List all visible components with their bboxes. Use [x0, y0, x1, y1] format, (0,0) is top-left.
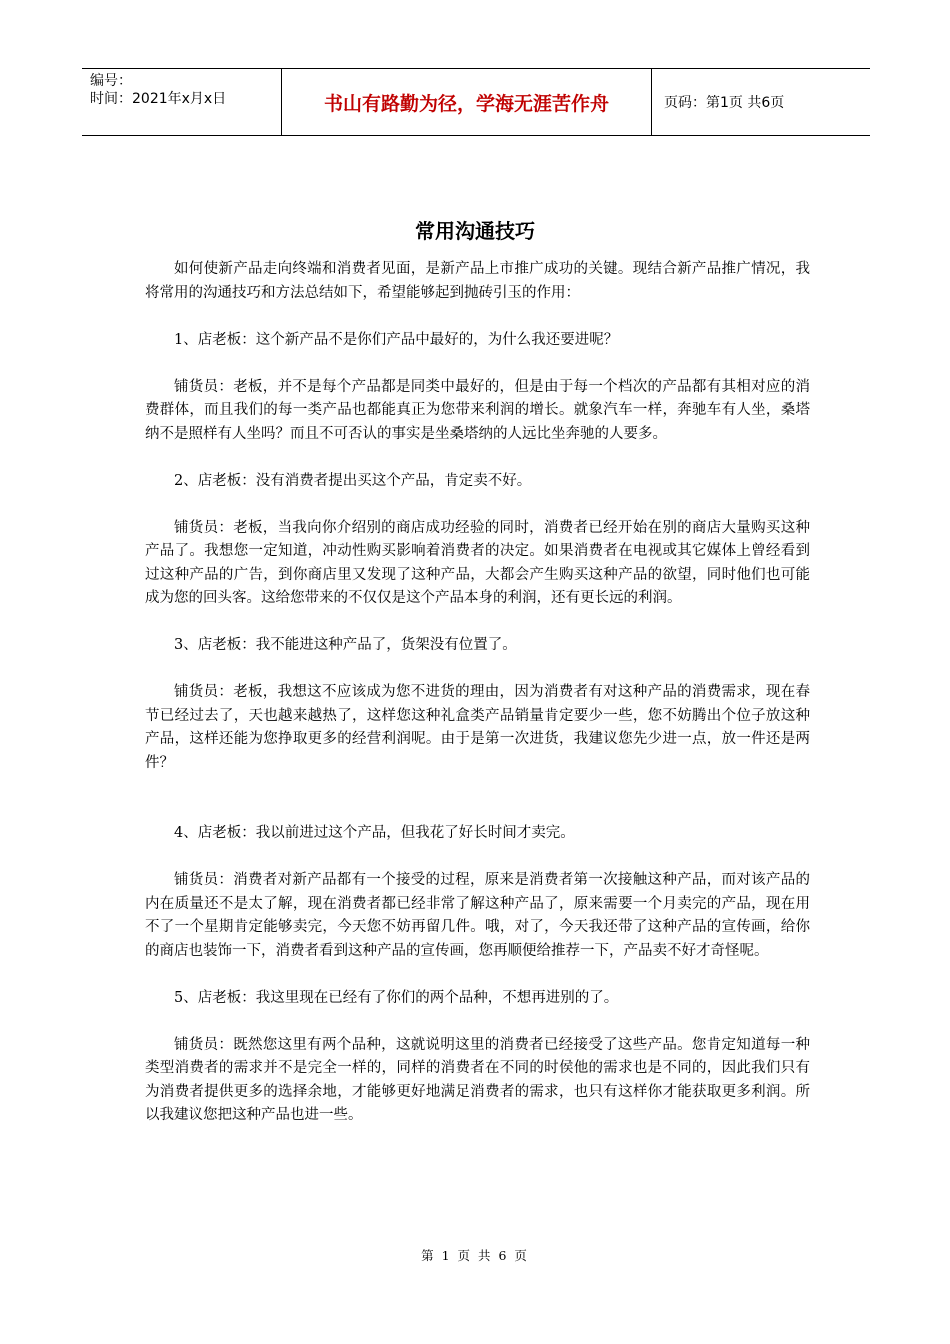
answer-1: 铺货员：老板，并不是每个产品都是同类中最好的，但是由于每一个档次的产品都有其相对应的消费群体，而且我们的每一类产品也都能真正为您带来利润的增长。就象汽车一样，奔驰车有人坐，桑塔纳不是照样有人坐吗？而且不可否认的事实是坐桑塔纳的人远比坐奔驰的人要多。: [145, 378, 810, 442]
question-5: 5、店老板：我这里现在已经有了你们的两个品种，不想再进别的了。: [174, 989, 619, 1006]
question-4: 4、店老板：我以前进过这个产品，但我花了好长时间才卖完。: [174, 825, 575, 841]
intro-paragraph: 如何使新产品走向终端和消费者见面，是新产品上市推广成功的关键。现结合新产品推广情况，我将常用的沟通技巧和方法总结如下，希望能够起到抛砖引玉的作用：: [145, 261, 810, 301]
document-body: [145, 258, 810, 1151]
header-page-label: 页码：第1页 共6页: [664, 95, 785, 111]
page-footer: 第 1 页 共 6 页: [421, 1248, 529, 1263]
answer-5: 铺货员：既然您这里有两个品种，这就说明这里的消费者已经接受了这些产品。您肯定知道每一种类型消费者的需求并不是完全一样的，同样的消费者在不同的时侯他的需求也是不同的，因此我们只有为消费者提供更多的选择余地，才能够更好地满足消费者的需求，也只有这样你才能获取更多利润。所以我建议您把这种产品也进一些。: [145, 1036, 810, 1123]
answer-4: 铺货员：消费者对新产品都有一个接受的过程，原来是消费者第一次接触这种产品，而对该产品的内在质量还不是太了解，现在消费者都已经非常了解这种产品了，原来需要一个月卖完的产品，现在用不了一个星期肯定能够卖完，今天您不妨再留几件。哦，对了，今天我还带了这种产品的宣传画，给你的商店也装饰一下，消费者看到这种产品的宣传画，您再顺便给推荐一下，产品卖不好才奇怪呢。: [145, 872, 810, 959]
question-3: 3、店老板：我不能进这种产品了，货架没有位置了。: [174, 637, 517, 653]
answer-3: 铺货员：老板，我想这不应该成为您不进货的理由，因为消费者有对这种产品的消费需求，现在春节已经过去了，天也越来越热了，这样您这种礼盒类产品销量肯定要少一些，您不妨腾出个位子放这种产品，这样还能为您挣取更多的经营利润呢。由于是第一次进货，我建议您先少进一点，放一件还是两件？: [145, 684, 810, 771]
answer-2: 铺货员：老板，当我向你介绍别的商店成功经验的同时，消费者已经开始在别的商店大量购买这种产品了。我想您一定知道，冲动性购买影响着消费者的决定。如果消费者在电视或其它媒体上曾经看到过这种产品的广告，到你商店里又发现了这种产品，大都会产生购买这种产品的欲望，同时他们也可能成为您的回头客。这给您带来的不仅仅是这个产品本身的利润，还有更长远的利润。: [145, 519, 810, 606]
date-label: 时间：2021年x月x日: [90, 91, 227, 107]
document-header: [82, 68, 870, 136]
question-2: 2、店老板：没有消费者提出买这个产品，肯定卖不好。: [174, 472, 532, 489]
header-meta: [82, 69, 282, 135]
header-motto: 书山有路勤为径，学海无涯苦作舟: [282, 69, 652, 135]
page-title: 常用沟通技巧: [415, 219, 535, 243]
code-label: 编号：: [90, 73, 132, 89]
question-1: 1、店老板：这个新产品不是你们产品中最好的，为什么我还要进呢？: [174, 331, 619, 348]
